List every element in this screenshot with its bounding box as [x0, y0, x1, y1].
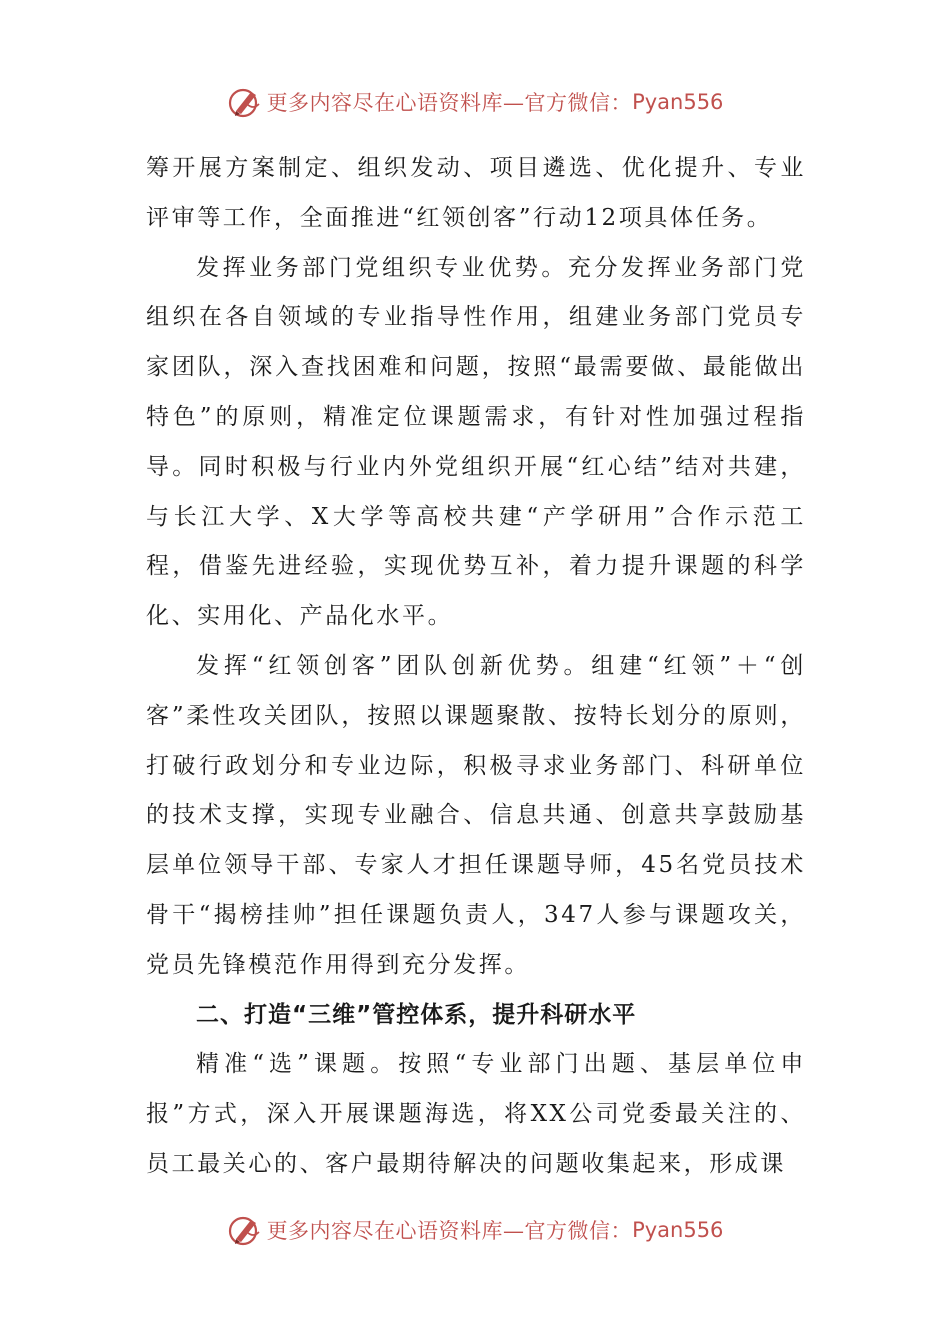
watermark-text: 更多内容尽在心语资料库—官方微信： [266, 1219, 633, 1243]
paragraph-business-departments: 发挥业务部门党组织专业优势。充分发挥业务部门党组织在各自领域的专业指导性作用，组建业务部门党员专家团队，深入查找困难和问题，按照“最需要做、最能做出特色”的原则，精准定位课题需求，有针对性加强过程指导。同时积极与行业内外党组织开展“红心结”结对共建，与长江大学、X大学等高校共建“产学研用”合作示范工程，借鉴先进经验，实现优势互补，着力提升课题的科学化、实用化、产品化水平。 [146, 254, 806, 630]
pen-logo-icon [227, 1212, 263, 1248]
section-heading: 二、打造“三维”管控体系，提升科研水平 [196, 1001, 637, 1028]
document-body [146, 144, 806, 1190]
watermark-wechat-id: Pyan556 [632, 90, 724, 114]
watermark-banner-bottom [0, 1210, 950, 1250]
watermark-banner-top [0, 82, 950, 122]
paragraph-select-topics: 精准“选”课题。按照“专业部门出题、基层单位申报”方式，深入开展课题海选，将XX公司党委最关注的、员工最关心的、客户最期待解决的问题收集起来，形成课 [146, 1051, 806, 1177]
watermark-wechat-id: Pyan556 [632, 1218, 724, 1242]
pen-logo-icon [227, 84, 263, 120]
watermark-text: 更多内容尽在心语资料库—官方微信： [266, 91, 633, 115]
paragraph-continuation: 筹开展方案制定、组织发动、项目遴选、优化提升、专业评审等工作，全面推进“红领创客”行动12项具体任务。 [146, 155, 806, 231]
paragraph-innovation-team: 发挥“红领创客”团队创新优势。组建“红领”＋“创客”柔性攻关团队，按照以课题聚散、按特长划分的原则，打破行政划分和专业边际，积极寻求业务部门、科研单位的技术支撑，实现专业融合、信息共通、创意共享鼓励基层单位领导干部、专家人才担任课题导师，45名党员技术骨干“揭榜挂帅”担任课题负责人，347人参与课题攻关，党员先锋模范作用得到充分发挥。 [146, 652, 806, 978]
